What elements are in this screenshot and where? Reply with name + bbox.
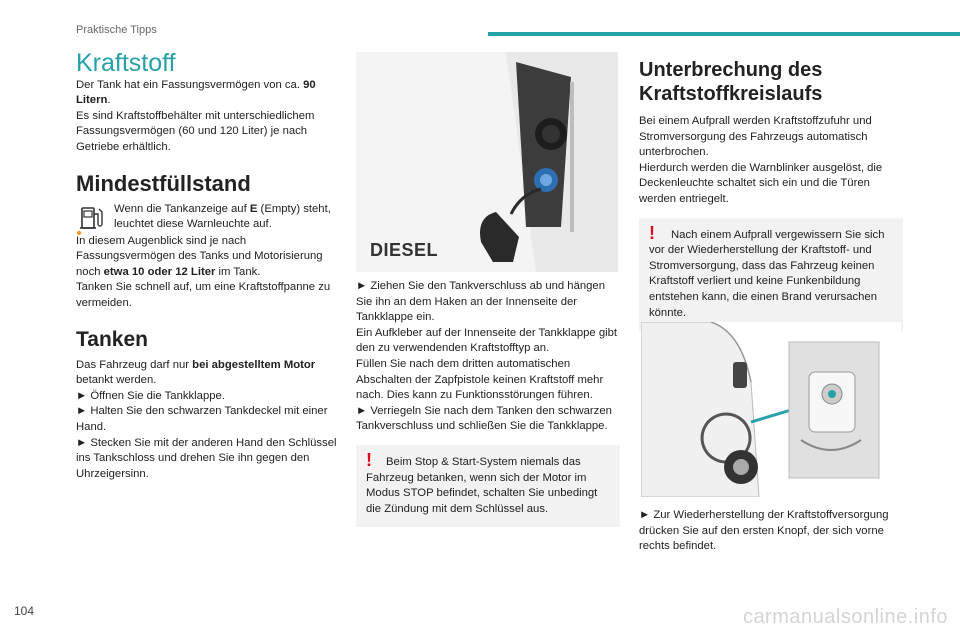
- mindest-advice-text: Tanken Sie schnell auf, um eine Kraftstoffpanne zu vermeiden.: [76, 281, 331, 309]
- van-reset-button-illustration: [641, 322, 901, 497]
- mindest-warning-text: Wenn die Tankanzeige auf E (Empty) steht, leuchtet diese Warnleuchte auf.: [114, 202, 331, 231]
- after-crash-note: ! Nach einem Aufprall vergewissern Sie sich vor der Wiederherstellung der Kraftstoff- und Stromversorgung, dass das Fahrzeug keinen Kraftstoff verliert und keine Funkenbildung entstehen kann, die einen Brand verursachen könnte.: [639, 218, 903, 332]
- fuel-type-sticker-text: Ein Aufkleber auf der Innenseite der Tankklappe gibt den zu verwendenden Kraftstofftyp an.: [356, 326, 618, 355]
- stop-start-note: ! Beim Stop & Start-System niemals das Fahrzeug betanken, wenn sich der Motor im Modus STOP befindet, schalten Sie unbedingt die Zündung mit dem Schlüssel aus.: [356, 445, 620, 527]
- column-3: [639, 58, 903, 331]
- warning-exclamation-icon: !: [366, 449, 372, 470]
- tanken-step-open: ► Öffnen Sie die Tankklappe.: [76, 389, 225, 402]
- warning-exclamation-icon: !: [649, 222, 655, 243]
- title-unterbrechung: Unterbrechung des Kraftstoffkreislaufs: [639, 59, 823, 105]
- header-accent-bar: [488, 32, 960, 36]
- step-remove-cap: ► Ziehen Sie den Tankverschluss ab und hängen Sie ihn an dem Haken an der Innenseite der Tankklappe ein.: [356, 280, 605, 324]
- fuel-flap-illustration: [356, 52, 618, 272]
- title-mindestfuellstand: Mindestfüllstand: [76, 170, 251, 196]
- watermark-text: carmanualsonline.info: [742, 606, 948, 628]
- diesel-label: DIESEL: [370, 240, 439, 260]
- mindest-warning-block: [76, 202, 338, 234]
- tanken-step-key: ► Stecken Sie mit der anderen Hand den Schlüssel ins Tankschloss und drehen Sie ihn gegen den Uhrzeigersinn.: [76, 436, 337, 480]
- tanken-step-hold: ► Halten Sie den schwarzen Tankdeckel mit einer Hand.: [76, 405, 328, 433]
- section-header: Praktische Tipps: [76, 24, 157, 36]
- fuel-pump-icon: [76, 202, 108, 236]
- crash-effects-text: Hierdurch werden die Warnblinker ausgelöst, die Deckenleuchte schaltet sich ein und die Türen werden entriegelt.: [639, 161, 883, 205]
- column-1: [76, 49, 338, 482]
- title-tanken: Tanken: [76, 327, 148, 351]
- tanken-engine-off-text: Das Fahrzeug darf nur bei abgestelltem Motor betankt werden.: [76, 358, 316, 387]
- page-number: 104: [14, 604, 35, 618]
- kraftstoff-capacity-text: Der Tank hat ein Fassungsvermögen von ca. 90 Litern.: [76, 78, 316, 107]
- third-shutoff-text: Füllen Sie nach dem dritten automatischen Abschalten der Zapfpistole keinen Kraftstoff mehr nach. Dies kann zu Funktionsstörungen führen.: [356, 357, 604, 402]
- column-2: [356, 279, 620, 527]
- mindest-reserve-text: In diesem Augenblick sind je nach Fassungsvermögen des Tanks und Motorisierung noch etwa 10 oder 12 Liter im Tank.: [76, 234, 323, 278]
- crash-cutoff-text: Bei einem Aufprall werden Kraftstoffzufuhr und Stromversorgung des Fahrzeugs automatisch unterbrochen.: [639, 115, 872, 159]
- step-close-flap: ► Verriegeln Sie nach dem Tanken den schwarzen Tankverschluss und schließen Sie die Tankklappe.: [356, 404, 612, 433]
- restore-fuel-step: ► Zur Wiederherstellung der Kraftstoffversorgung drücken Sie auf den ersten Knopf, der sich vorne rechts befindet.: [639, 509, 889, 553]
- title-kraftstoff: Kraftstoff: [76, 49, 176, 77]
- kraftstoff-variants-text: Es sind Kraftstoffbehälter mit unterschiedlichem Fassungsvermögen (60 und 120 Liter) je nach Getriebe erhältlich.: [76, 109, 315, 153]
